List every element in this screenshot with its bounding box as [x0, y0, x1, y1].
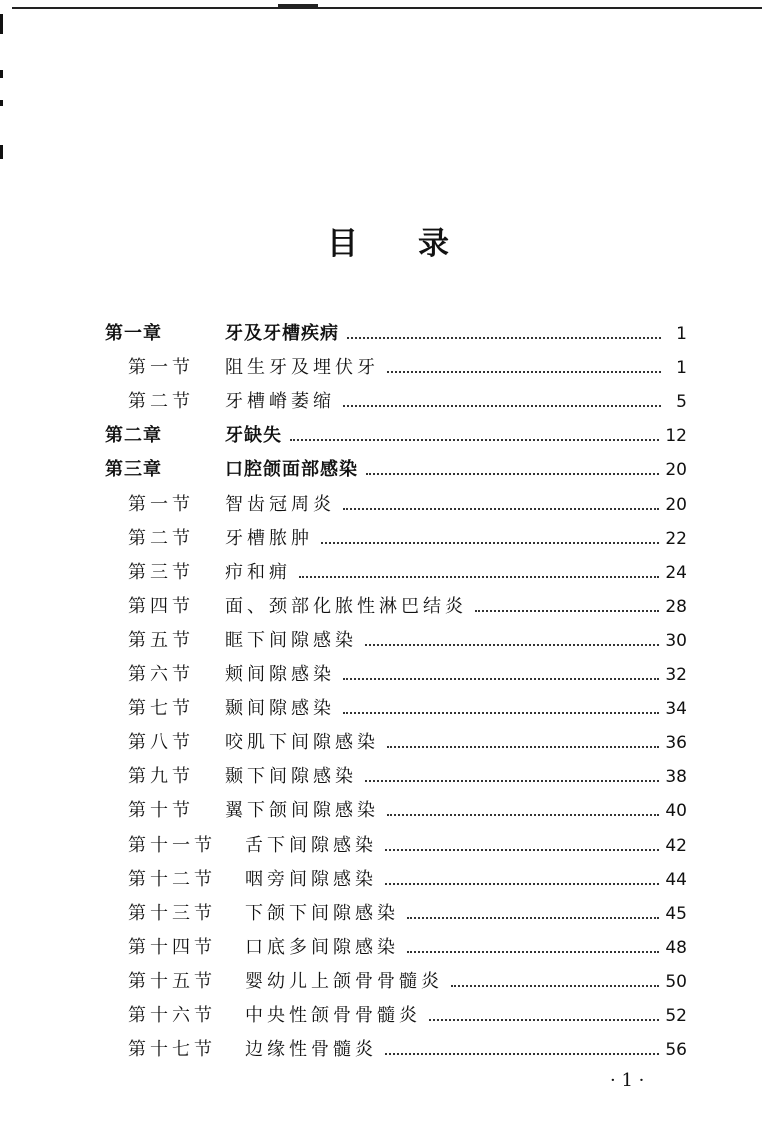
entry-page-number: 28 [665, 596, 687, 617]
entry-page-number: 52 [665, 1006, 687, 1026]
entry-title: 翼下颌间隙感染 [225, 800, 379, 822]
dot-leader [387, 814, 659, 816]
entry-title: 边缘性骨髓炎 [245, 1039, 377, 1061]
title-char: 目 [327, 226, 358, 262]
entry-label: 第二节 [128, 527, 194, 549]
page-number: · 1 · [610, 1070, 645, 1091]
dot-leader [475, 610, 659, 612]
scan-mark [0, 100, 3, 106]
dot-leader [343, 712, 659, 714]
dot-leader [321, 542, 659, 544]
entry-title: 面、颈部化脓性淋巴结炎 [225, 595, 467, 617]
entry-page-number: 5 [676, 392, 687, 413]
entry-page-number: 20 [665, 460, 687, 481]
dot-leader [451, 985, 659, 987]
entry-page-number: 40 [665, 801, 687, 822]
dot-leader [290, 439, 659, 441]
dot-leader [365, 780, 659, 782]
toc-chapter-entry[interactable] [105, 418, 687, 448]
entry-page-number: 22 [665, 528, 687, 549]
entry-page-number: 32 [665, 665, 687, 685]
entry-label: 第十六节 [128, 1005, 216, 1026]
entry-title: 颞间隙感染 [225, 698, 335, 720]
toc-section-entry[interactable] [128, 487, 687, 517]
entry-title: 牙缺失 [225, 425, 282, 447]
toc-section-entry[interactable] [128, 1032, 687, 1062]
toc-section-entry[interactable] [128, 657, 687, 687]
entry-page-number: 24 [665, 562, 687, 583]
entry-page-number: 36 [665, 733, 687, 754]
page-title [0, 218, 776, 263]
scan-mark [0, 70, 3, 78]
entry-page-number: 38 [665, 767, 687, 788]
entry-label: 第六节 [128, 664, 194, 685]
entry-title: 口底多间隙感染 [245, 936, 399, 958]
toc-section-entry[interactable] [128, 896, 687, 926]
entry-page-number: 56 [665, 1040, 687, 1061]
entry-page-number: 1 [676, 358, 687, 379]
entry-label: 第十七节 [128, 1039, 216, 1061]
toc-section-entry[interactable] [128, 555, 687, 585]
entry-label: 第十四节 [128, 936, 216, 958]
entry-page-number: 34 [665, 699, 687, 720]
entry-label: 第十节 [128, 800, 194, 822]
entry-label: 第一节 [128, 493, 194, 515]
toc-section-entry[interactable] [128, 930, 687, 960]
toc-section-entry[interactable] [128, 998, 687, 1028]
entry-label: 第三章 [105, 459, 162, 481]
toc-chapter-entry[interactable] [105, 316, 687, 346]
entry-title: 下颌下间隙感染 [245, 902, 399, 924]
entry-title: 阻生牙及埋伏牙 [225, 357, 379, 379]
entry-label: 第一节 [128, 357, 194, 379]
entry-page-number: 44 [665, 869, 687, 890]
toc-section-entry[interactable] [128, 691, 687, 721]
entry-title: 眶下间隙感染 [225, 629, 357, 651]
entry-label: 第八节 [128, 732, 194, 754]
dot-leader [387, 746, 659, 748]
entry-title: 疖和痈 [225, 561, 291, 583]
dot-leader [366, 473, 659, 475]
entry-title: 牙槽脓肿 [225, 527, 313, 549]
entry-page-number: 20 [665, 494, 687, 515]
entry-title: 中央性颌骨骨髓炎 [245, 1005, 421, 1026]
entry-label: 第五节 [128, 629, 194, 651]
entry-label: 第二节 [128, 391, 194, 413]
entry-label: 第十二节 [128, 868, 216, 890]
dot-leader [343, 405, 661, 407]
entry-label: 第九节 [128, 766, 194, 788]
dot-leader [385, 883, 659, 885]
entry-page-number: 48 [665, 937, 687, 958]
title-char: 录 [418, 226, 449, 262]
entry-title: 婴幼儿上颌骨骨髓炎 [245, 970, 443, 992]
entry-page-number: 30 [665, 630, 687, 651]
top-rule-accent [278, 4, 318, 7]
toc-chapter-entry[interactable] [105, 452, 687, 482]
entry-label: 第四节 [128, 595, 194, 617]
dot-leader [343, 678, 659, 680]
dot-leader [347, 337, 661, 339]
toc-section-entry[interactable] [128, 350, 687, 380]
toc-section-entry[interactable] [128, 725, 687, 755]
entry-label: 第十五节 [128, 970, 216, 992]
dot-leader [385, 849, 659, 851]
dot-leader [407, 951, 659, 953]
dot-leader [343, 508, 659, 510]
entry-label: 第三节 [128, 561, 194, 583]
dot-leader [407, 917, 659, 919]
scan-mark [0, 145, 3, 159]
dot-leader [365, 644, 659, 646]
toc-section-entry[interactable] [128, 793, 687, 823]
entry-title: 颞下间隙感染 [225, 766, 357, 788]
entry-title: 口腔颌面部感染 [225, 459, 358, 481]
entry-title: 颊间隙感染 [225, 664, 335, 685]
scan-mark [0, 14, 3, 34]
dot-leader [299, 576, 659, 578]
top-rule [12, 7, 762, 9]
entry-title: 牙槽嵴萎缩 [225, 391, 335, 413]
entry-page-number: 42 [665, 835, 687, 856]
entry-label: 第十一节 [128, 834, 216, 856]
entry-page-number: 1 [676, 324, 687, 344]
entry-label: 第七节 [128, 698, 194, 720]
toc-section-entry[interactable] [128, 759, 687, 789]
dot-leader [429, 1019, 659, 1021]
entry-title: 咬肌下间隙感染 [225, 732, 379, 754]
entry-title: 智齿冠周炎 [225, 493, 335, 515]
entry-page-number: 45 [665, 903, 687, 924]
entry-title: 舌下间隙感染 [245, 834, 377, 856]
toc-section-entry[interactable] [128, 521, 687, 551]
toc-section-entry[interactable] [128, 384, 687, 414]
toc-section-entry[interactable] [128, 964, 687, 994]
toc-section-entry[interactable] [128, 828, 687, 858]
toc-section-entry[interactable] [128, 589, 687, 619]
toc-section-entry[interactable] [128, 623, 687, 653]
entry-label: 第十三节 [128, 902, 216, 924]
toc-section-entry[interactable] [128, 862, 687, 892]
entry-title: 咽旁间隙感染 [245, 868, 377, 890]
entry-label: 第一章 [105, 323, 162, 344]
dot-leader [387, 371, 661, 373]
entry-label: 第二章 [105, 425, 162, 447]
dot-leader [385, 1053, 659, 1055]
entry-page-number: 50 [665, 971, 687, 992]
entry-title: 牙及牙槽疾病 [225, 323, 339, 344]
entry-page-number: 12 [665, 426, 687, 447]
